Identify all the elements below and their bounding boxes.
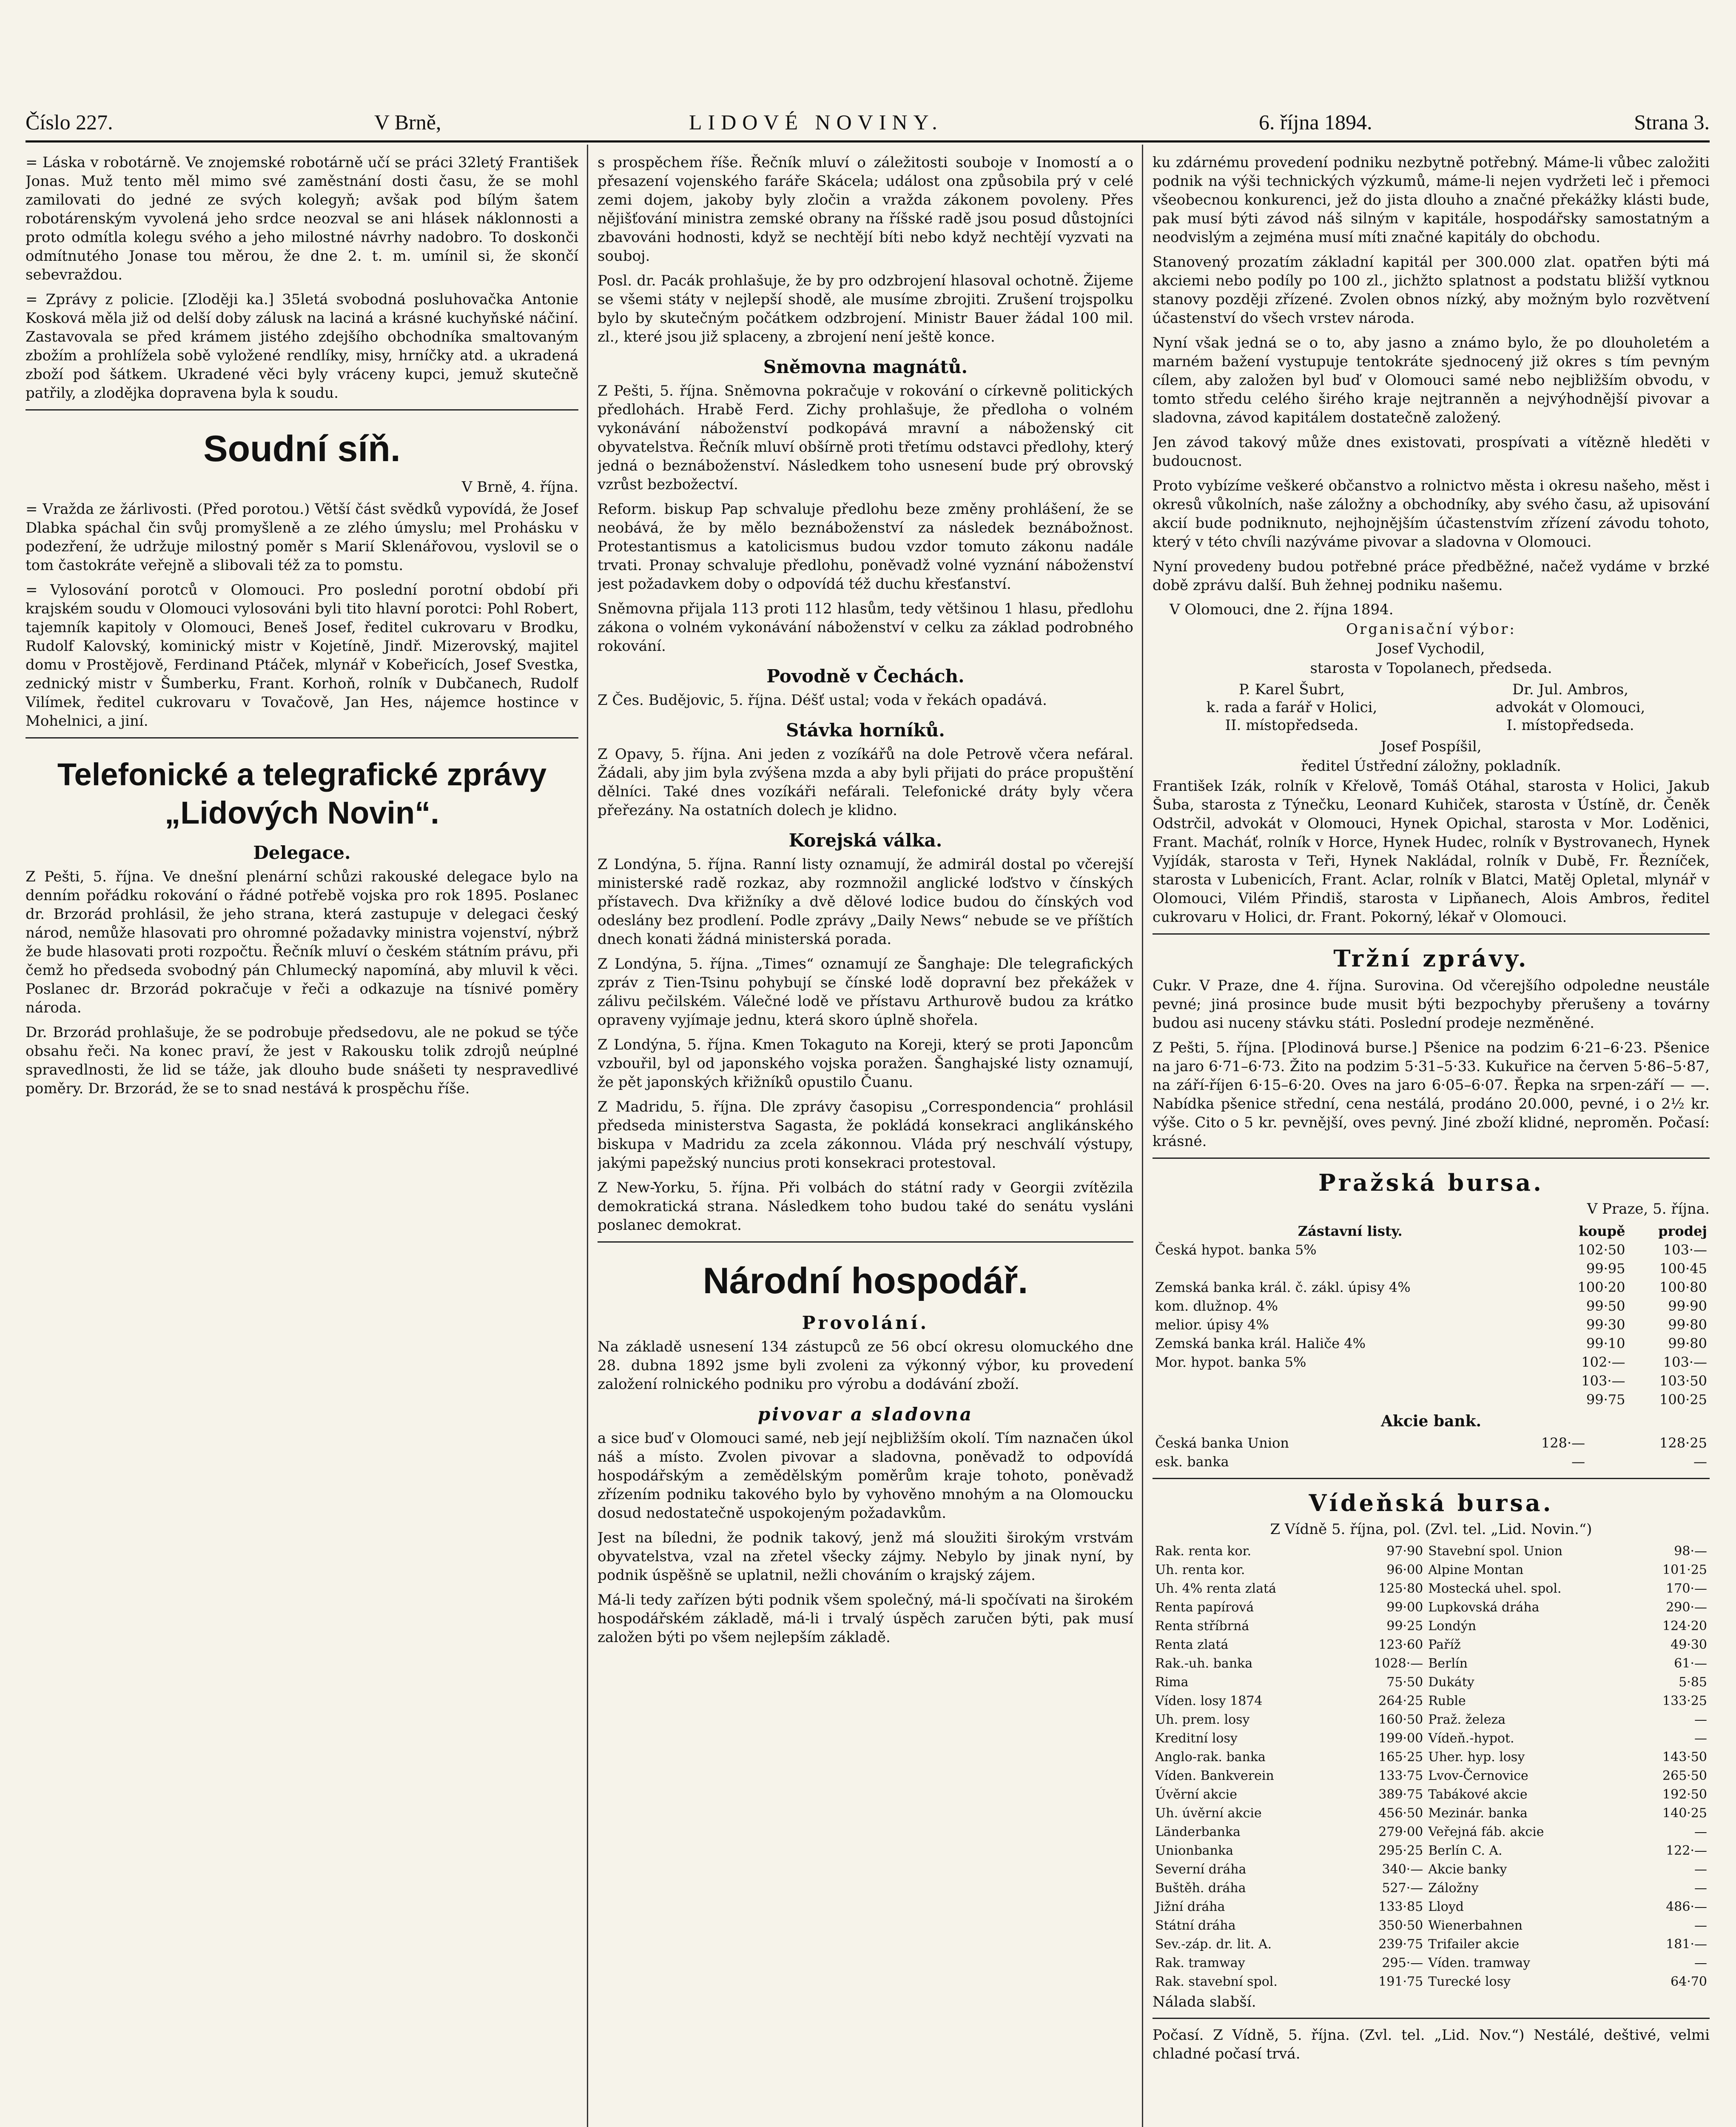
table-cell: 99·25 [1386, 1619, 1423, 1634]
column-header: Zástavní listy. [1298, 1223, 1403, 1239]
table-cell: 99·90 [1668, 1298, 1707, 1314]
table-cell: 125·80 [1378, 1581, 1423, 1596]
table-row [1153, 1973, 1710, 1991]
table-cell: 486·— [1666, 1899, 1707, 1914]
table-cell: — [1694, 1862, 1707, 1877]
table-cell: Ruble [1428, 1694, 1466, 1708]
section-title-prague-bourse: Pražská bursa. [1318, 1169, 1544, 1196]
table-cell: 133·25 [1662, 1694, 1707, 1708]
table-cell: 295·— [1382, 1956, 1423, 1970]
masthead [26, 102, 1710, 143]
table-row [1153, 1935, 1710, 1954]
table-row [1153, 1617, 1710, 1636]
vienna-dateline: Z Vídně 5. října, pol. (Zvl. tel. „Lid. Novin.“) [1270, 1521, 1592, 1538]
signatory-1-role: starosta v Topolanech, předseda. [1310, 660, 1552, 677]
table-cell: 97·90 [1386, 1544, 1423, 1559]
article-duel: s prospěchem říše. Řečník mluví o záležitosti souboje v Inomostí a o přesazení vojenského faráře Skácela; událost ona způsobila prý v celé zemi dojem, jakoby byly zločin a vražda zákonem povoleny. Přes nějišťování ministra zemské obrany na říšské radě jsou posud důstojníci zbavováni hodnosti, když se nechtějí bíti nebo když nechtějí vyzvati na souboj. [598, 154, 1133, 265]
table-cell: Mor. hypot. banka 5% [1155, 1354, 1306, 1370]
signatory-3-title: I. místopředseda. [1506, 717, 1634, 734]
divider [1153, 1478, 1710, 1479]
table-cell: Trifailer akcie [1428, 1937, 1520, 1952]
table-cell: 133·85 [1378, 1899, 1423, 1914]
newspaper-title: LIDOVÉ NOVINY. [689, 110, 943, 134]
article-london-3: Z Londýna, 5. října. Kmen Tokaguto na Koreji, který se proti Japoncům vzbouřil, byl od japonského vojska poražen. Šanghajské listy oznamují, že pět japonských křižníků opustilo Čuanu. [598, 1036, 1133, 1091]
table-cell: Renta zlatá [1155, 1637, 1229, 1652]
table-header-row [1153, 1222, 1710, 1240]
table-cell: 103·— [1663, 1242, 1707, 1258]
table-cell: Rak. tramway [1155, 1956, 1245, 1970]
article-capital-6: Nyní provedeny budou potřebné práce předběžné, načež vydáme v brzké době zprávu další. Buh žehnej podniku našemu. [1153, 558, 1710, 594]
table-cell: 102·50 [1577, 1242, 1625, 1258]
table-cell: 527·— [1382, 1881, 1423, 1896]
article-vote: Sněmovna přijala 113 proti 112 hlasům, tedy většinou 1 hlasu, předlohu zákona o volném vykonávání náboženství v celku za základ podrobného rokování. [598, 600, 1133, 655]
table-cell: Zemská banka král. Haliče 4% [1155, 1335, 1366, 1351]
shares-subhead: Akcie bank. [1380, 1412, 1482, 1430]
table-cell [1153, 1390, 1548, 1409]
table-cell [1153, 1371, 1548, 1390]
table-cell: 99·10 [1586, 1335, 1625, 1351]
table-cell: 100·45 [1659, 1260, 1707, 1277]
table-cell: Lloyd [1428, 1899, 1464, 1914]
article-capital-3: Nyní však jedná se o to, aby jasno a známo bylo, že po dlouholetém a marném bažení vystupuje tentokráte sjednocený již okres s tím pevným cílem, aby založen byl buď v Olomouci samé nebo nejbližším obvodu, v tomto středu celého širého kraje nejtranněn a nejvýhodnější pivovar a sladovna, závod kapitálem dostatečně založený. [1153, 334, 1710, 426]
signatory-4-role: ředitel Ústřední záložny, pokladník. [1301, 758, 1561, 775]
subhead-floods: Povodně v Čechách. [766, 666, 965, 687]
section-title-market: Tržní zprávy. [1333, 945, 1529, 972]
table-cell: 99·95 [1586, 1260, 1625, 1277]
table-cell: Uher. hyp. losy [1428, 1750, 1525, 1765]
table-row [1153, 1804, 1710, 1823]
table-row [1153, 1785, 1710, 1804]
newspaper-page [26, 17, 1710, 2127]
table-cell: Víden. tramway [1428, 1956, 1531, 1970]
table-cell: Uh. renta kor. [1155, 1562, 1245, 1577]
table-row [1153, 1692, 1710, 1711]
table-row [1153, 1916, 1710, 1935]
table-cell: 340·— [1382, 1862, 1423, 1877]
article-strike: Z Opavy, 5. října. Ani jeden z vozíkářů na dole Petrově včera nefáral. Žádali, aby jim byla zvýšena mzda a aby byli přijati do práce propuštění dělníci. Také dnes vozíkáři nefárali. Telefonické dráty byly včera přeřezány. Na ostatních dolech je klidno. [598, 746, 1133, 819]
page-number: Strana 3. [1634, 110, 1710, 134]
signatory-4: Josef Pospíšil, [1380, 738, 1482, 755]
column-divider [1142, 145, 1143, 2127]
table-cell: Tabákové akcie [1428, 1787, 1528, 1802]
section-title-court: Soudní síň. [203, 428, 401, 469]
table-row [1153, 1729, 1710, 1748]
table-cell: Anglo-rak. banka [1155, 1750, 1266, 1765]
table-cell: 128·— [1541, 1435, 1585, 1451]
table-cell: Severní dráha [1155, 1862, 1247, 1877]
subhead-korea: Korejská válka. [788, 830, 942, 851]
table-row [1153, 1452, 1710, 1471]
divider [26, 409, 578, 411]
table-cell: 98·— [1674, 1544, 1707, 1559]
table-row [1153, 1580, 1710, 1598]
table-row [1153, 1240, 1710, 1259]
table-cell: Uh. úvěrní akcie [1155, 1806, 1262, 1821]
place: V Brně, [374, 110, 441, 134]
table-cell: 99·00 [1386, 1600, 1423, 1615]
column-divider [587, 145, 588, 2127]
table-row [1153, 1636, 1710, 1654]
table-cell: Rima [1155, 1675, 1189, 1690]
article-jurors: = Vylosování porotců v Olomouci. Pro poslední porotní období při krajském soudu v Olomouci vylosováni byli tito hlavní porotci: Pohl Robert, tajemník kapitoly v Olomouci, Beneš Josef, ředitel cukrovaru v Brodku, Rudolf Kalovský, kominický mistr v Kojetíně, Jindř. Mizerovský, majitel domu v Prostějově, Ferdinand Ptáček, mlynář v Kobeřicích, Josef Svestka, zednický mistr v Šumberku, Frant. Korhoň, rolník v Dubčanech, Rudolf Vilímek, ředitel cukrovaru v Tovačově, Jan Hes, nájemce hostince v Mohelnici, a jiní. [26, 582, 578, 730]
table-cell: melior. úpisy 4% [1155, 1317, 1269, 1333]
table-cell: Zemská banka král. č. zákl. úpisy 4% [1155, 1279, 1411, 1295]
table-cell: Unionbanka [1155, 1843, 1234, 1858]
article-capital-5: Proto vybízíme veškeré občanstvo a rolnictvo města i okresu našeho, měst i okresů vůkolních, naše záložny a obchodníky, aby svého času, až upisování akcií bude podniknuto, nejhojnějším účastenstvím zřízení závodu tohoto, který v této chvíli nazýváme pivovar a sladovna v Olomouci. [1153, 477, 1710, 550]
article-delegation-cont: Dr. Brzorád prohlašuje, že se podrobuje předsedovu, ale ne pokud se týče obsahu řeči. Na konec praví, že jest v Rakousku tolik zdrojů neúplné spravedlnosti, že lid se táže, jak dlouho bude snášeti ty nespravedlivé poměry. Dr. Brzorád, že se to snad nestává k prospěchu říše. [26, 1024, 578, 1097]
table-cell: — [1694, 1956, 1707, 1970]
article-madrid: Z Madridu, 5. října. Dle zprávy časopisu „Correspondencia“ prohlásil předseda ministerstva Sagasta, že pokládá konsekraci anglikánského biskupa v Madridu za zcela zákonnou. Vláda prý neschválí výstupy, jakými papežský nuncius proti konsekraci protestoval. [598, 1098, 1133, 1172]
table-row [1153, 1879, 1710, 1898]
table-cell: 101·25 [1662, 1562, 1707, 1577]
table-row [1153, 1334, 1710, 1353]
table-cell: Sev.-záp. dr. lit. A. [1155, 1937, 1272, 1952]
table-row [1153, 1954, 1710, 1973]
table-row [1153, 1711, 1710, 1729]
divider [598, 1241, 1133, 1243]
article-capital-2: Stanovený prozatím základní kapitál per 300.000 zlat. opatřen býti má akciemi nebo podíly po 100 zl., jichžto splatnost a podstatu bližší vytknou stanovy později zřízené. Zvolen obnos nízký, aby možným bylo rozvětvení účastenství do všech vrstev národa. [1153, 254, 1710, 327]
table-row [1153, 1842, 1710, 1860]
section-title-economy: Národní hospodář. [703, 1260, 1028, 1301]
table-cell: esk. banka [1155, 1454, 1229, 1470]
divider [26, 737, 578, 738]
table-cell: Lvov-Černovice [1428, 1768, 1528, 1783]
table-cell: — [1694, 1881, 1707, 1896]
article-floods: Z Čes. Budějovic, 5. října. Déšť ustal; voda v řekách opadává. [598, 692, 1047, 709]
table-cell: 99·50 [1586, 1298, 1625, 1314]
table-cell: Veřejná fáb. akcie [1428, 1825, 1544, 1839]
subhead-brewery: pivovar a sladovna [757, 1404, 973, 1425]
table-cell: 279·00 [1378, 1825, 1423, 1839]
sign-date: V Olomouci, dne 2. října 1894. [1170, 601, 1394, 618]
signatory-2-role: k. rada a farář v Holici, [1206, 699, 1377, 716]
table-cell: Berlín [1428, 1656, 1468, 1671]
table-cell: Vídeň.-hypot. [1428, 1731, 1514, 1746]
table-cell: 191·75 [1378, 1974, 1423, 1989]
table-cell: Buštěh. dráha [1155, 1881, 1246, 1896]
table-cell: 103·50 [1659, 1373, 1707, 1389]
table-row [1153, 1748, 1710, 1767]
table-cell: 103·— [1663, 1354, 1707, 1370]
section-title-telegraph: Telefonické a telegrafické zprávy „Lidových Novin“. [57, 757, 547, 830]
signatory-3-role: advokát v Olomouci, [1495, 699, 1645, 716]
table-row [1153, 1371, 1710, 1390]
table-cell: — [1694, 1825, 1707, 1839]
table-cell: 102·— [1581, 1354, 1625, 1370]
subhead-strike: Stávka horníků. [786, 720, 945, 741]
table-cell: 100·20 [1577, 1279, 1625, 1295]
table-row [1153, 1315, 1710, 1334]
organizing-committee: Organisační výbor: [1346, 621, 1516, 638]
table-cell: Renta stříbrná [1155, 1619, 1249, 1634]
table-cell: 64·70 [1671, 1974, 1707, 1989]
weather-report: Počasí. Z Vídně, 5. října. (Zvl. tel. „Lid. Nov.“) Nestálé, deštivé, velmi chladné počasí trvá. [1153, 2027, 1710, 2062]
issue-date: 6. října 1894. [1259, 110, 1372, 134]
table-cell: 456·50 [1378, 1806, 1423, 1821]
table-row [1153, 1823, 1710, 1842]
table-cell: — [1694, 1712, 1707, 1727]
court-dateline: V Brně, 4. října. [461, 479, 578, 496]
article-london-2: Z Londýna, 5. října. „Times“ oznamují ze Šanghaje: Dle telegrafických zpráv z Tien-Tsinu pohybují se čínské lodě dopravní bez překážek v zálivu pečilském. Válečné lodě ve přístavu Arthurově budou za krátko opraveny vyjímaje jednu, která skoro úplně shořela. [598, 955, 1133, 1029]
table-cell: 122·— [1666, 1843, 1707, 1858]
article-brewery-2: Jest na bíledni, že podnik takový, jenž má sloužiti širokým vrstvám obyvatelstva, vzal na zřetel všecky zájmy. Nebylo by jinak nyní, by podnik úspěšně se uplatnil, nežli chováním o krajský zájem. [598, 1529, 1133, 1584]
table-cell: 123·60 [1378, 1637, 1423, 1652]
table-cell: — [1693, 1454, 1707, 1470]
table-cell: 264·25 [1378, 1694, 1423, 1708]
subhead-delegation: Delegace. [253, 842, 351, 863]
article-magnates: Z Pešti, 5. října. Sněmovna pokračuje v rokování o církevně politických předlohách. Hrabě Ferd. Zichy prohlašuje, že předloha o volném vykonávání náboženství podkopává mravní a náboženský cit obyvatelstva. Řečník mluví obšírně proti třetímu odstavci předlohy, který jedná o beznáboženství. Následkem toho usnesení bude prý obrovský vzrůst bezbožectví. [598, 382, 1133, 493]
article-pacak: Posl. dr. Pacák prohlašuje, že by pro odzbrojení hlasoval ochotně. Žijeme se všemi státy v nejlepší shodě, ale musíme zbrojiti. Zrušení trojspolku bylo by skutečným počátkem odzbrojení. Ministr Bauer žádal 100 mil. zl., které jsou již splaceny, a zbrojení není ještě konce. [598, 272, 1133, 345]
article-capital: ku zdárnému provedení podniku nezbytně potřebný. Máme-li vůbec založiti podnik na výši technických výzkumů, máme-li nejen vydržeti leč i přemoci všeobecnou konkurenci, jež do jista dlouho a značné překážky klásti bude, pak musí býti závod náš silným v kapitále, hospodářsky samostatným a neodvislým a zejména musí míti značné kapitály do obchodu. [1153, 154, 1710, 246]
article-capital-4: Jen závod takový může dnes existovati, prospívati a vítězně hleděti v budoucnost. [1153, 434, 1710, 470]
table-cell: Dukáty [1428, 1675, 1474, 1690]
table-cell: Mezinár. banka [1428, 1806, 1528, 1821]
table-cell: Uh. prem. losy [1155, 1712, 1250, 1727]
table-cell: Víden. Bankverein [1155, 1768, 1274, 1783]
table-cell: Londýn [1428, 1619, 1477, 1634]
table-cell: Rak. stavební spol. [1155, 1974, 1278, 1989]
article-newyork: Z New-Yorku, 5. října. Při volbách do státní rady v Georgii zvítězila demokratická strana. Následkem toho budou také do senátu vysláni poslanec demokrat. [598, 1179, 1133, 1234]
table-row [1153, 1542, 1710, 1561]
article-pest-market: Z Pešti, 5. října. [Plodinová burse.] Pšenice na podzim 6·21–6·23. Pšenice na jaro 6·71–6·73. Žito na podzim 5·31–5·33. Kukuřice na červen 5·86–5·87, na září-říjen 6·15–6·20. Oves na jaro 6·05–6·07. Řepka na srpen-září — —. Nabídka pšenice střední, cena nestálá, prodáno 20.000, pevné, i o 2½ kr. výše. Cito o 5 kr. pevnější, oves pevný. Jiné zboží klidné, neproměn. Počasí: krásné. [1153, 1039, 1710, 1150]
table-cell: Víden. losy 1874 [1155, 1694, 1263, 1708]
prague-dateline: V Praze, 5. října. [1587, 1200, 1710, 1217]
article-pap: Reform. biskup Pap schvaluje předlohu beze změny prohlášení, že se neobává, že by mělo beznáboženství za následek beznábožnost. Protestantismus a katolicismus budou vzdor tomuto zákonu nadále trvati. Pronay schvaluje předlohu, poněvadž volné vyznání náboženství jest požadavkem doby o odpovídá též duchu křesťanství. [598, 501, 1133, 593]
table-cell: Turecké losy [1428, 1974, 1511, 1989]
column-1 [26, 153, 578, 2127]
table-cell: 143·50 [1662, 1750, 1707, 1765]
signatory-2-title: II. místopředseda. [1225, 717, 1359, 734]
table-row [1153, 1259, 1710, 1278]
table-row [1153, 1278, 1710, 1297]
article-proclamation: Na základě usnesení 134 zástupců ze 56 obcí okresu olomuckého dne 28. dubna 1892 jsme byli zvoleni za výkonný výbor, ku provedení založení rolnického podniku pro výrobu a dodávání zboží. [598, 1338, 1133, 1393]
market-mood: Nálada slabší. [1153, 1993, 1256, 2010]
article-love: = Láska v robotárně. Ve znojemské robotárně učí se práci 32letý František Jonas. Muž tento měl mimo své zaměstnání dosti času, že se mohl zamilovati do jedné ze svých kolegyň; avšak pod bílým šatem robotárenským vyvolená jeho srdce neozval se ani hlásek náklonnosti a proto odmítla kolegu svého a jeho milostné návrhy nadobro. To doskonči odmítnutého Jonase tou měrou, že dne 2. t. m. umínil si, že skončí sebevraždou. [26, 154, 578, 283]
table-cell: Uh. 4% renta zlatá [1155, 1581, 1276, 1596]
column-header: koupě [1578, 1223, 1625, 1239]
table-cell: Renta papírová [1155, 1600, 1254, 1615]
table-cell: 99·30 [1586, 1317, 1625, 1333]
table-cell: Länderbanka [1155, 1825, 1241, 1839]
table-cell: 100·25 [1659, 1391, 1707, 1408]
signatory-3 [1431, 681, 1710, 734]
table-cell: 96·00 [1386, 1562, 1423, 1577]
table-row [1153, 1434, 1710, 1452]
column-2 [598, 153, 1133, 2127]
table-row [1153, 1860, 1710, 1879]
table-cell: 1028·— [1374, 1656, 1423, 1671]
table-cell: Kreditní losy [1155, 1731, 1238, 1746]
table-cell: Rak. renta kor. [1155, 1544, 1252, 1559]
table-cell: Mostecká uhel. spol. [1428, 1581, 1562, 1596]
signatory-1: Josef Vychodil, [1377, 640, 1485, 657]
signatory-2 [1153, 681, 1431, 734]
table-cell: Akcie banky [1428, 1862, 1507, 1877]
table-cell: 5·85 [1679, 1675, 1707, 1690]
table-row [1153, 1898, 1710, 1916]
table-cell: Lupkovská dráha [1428, 1600, 1540, 1615]
table-cell: 165·25 [1378, 1750, 1423, 1765]
vienna-bourse-table [1153, 1542, 1710, 1991]
table-row [1153, 1561, 1710, 1580]
table-cell: 49·30 [1671, 1637, 1707, 1652]
divider [1153, 1158, 1710, 1159]
table-cell: Stavební spol. Union [1428, 1544, 1563, 1559]
article-sugar: Cukr. V Praze, dne 4. října. Surovina. Od včerejšího odpoledne neustále pevné; jiná prosince bude musit býti bezpochyby přerušeny a továrny budou asi nuceny stávku státi. Poslední prodeje nezměněné. [1153, 977, 1710, 1032]
table-cell: kom. dlužnop. 4% [1155, 1298, 1278, 1314]
table-row [1153, 1767, 1710, 1785]
signatory-2-name: P. Karel Šubrt, [1238, 681, 1345, 698]
table-cell: 295·25 [1378, 1843, 1423, 1858]
table-cell: 192·50 [1662, 1787, 1707, 1802]
table-cell: Záložny [1428, 1881, 1479, 1896]
divider [1153, 933, 1710, 935]
table-cell: 389·75 [1378, 1787, 1423, 1802]
table-cell: 140·25 [1662, 1806, 1707, 1821]
table-cell: 170·— [1666, 1581, 1707, 1596]
bank-shares-table [1153, 1434, 1710, 1471]
table-cell: Alpine Montan [1428, 1562, 1524, 1577]
table-cell: 100·80 [1659, 1279, 1707, 1295]
subhead-magnates: Sněmovna magnátů. [763, 356, 968, 377]
table-cell: 239·75 [1378, 1937, 1423, 1952]
column-header: prodej [1658, 1223, 1707, 1239]
table-row [1153, 1353, 1710, 1371]
table-cell: 103·— [1581, 1373, 1625, 1389]
table-cell: — [1694, 1918, 1707, 1933]
table-cell: Rak.-uh. banka [1155, 1656, 1253, 1671]
table-row [1153, 1654, 1710, 1673]
table-cell: 133·75 [1378, 1768, 1423, 1783]
article-brewery-3: Má-li tedy zařízen býti podnik všem společný, má-li spočívati na širokém hospodářském základě, má-li i trvalý úspěch zaručen býti, pak musí založen býti po všem nejlepším základě. [598, 1591, 1133, 1646]
signatory-list: František Izák, rolník v Křelově, Tomáš Otáhal, starosta v Holici, Jakub Šuba, starosta z Týnečku, Leonard Kuhiček, starosta v Ústíně, dr. Čeněk Odstrčil, advokát v Olomouci, Hynek Opichal, starosta v Mor. Loděnici, Frant. Macháť, rolník v Horce, Hynek Hudec, rolník v Bystrovanech, Hynek Vyjídák, starosta v Teři, Hynek Nakládal, rolník v Dubě, Fr. Řezníček, starosta v Lubenicích, Frant. Aclar, rolník v Blatci, Matěj Opletal, mlynář v Olomouci, Vilém Přindiš, starosta v Lipňanech, Alois Ambros, ředitel cukrovaru v Holici, dr. Frant. Pokorný, lékař v Olomouci. [1153, 778, 1710, 926]
table-cell: 128·25 [1659, 1435, 1707, 1451]
subhead-proclamation: Provolání. [802, 1312, 929, 1333]
table-cell: 99·80 [1668, 1317, 1707, 1333]
signatories-row [1153, 679, 1710, 736]
table-cell: Wienerbahnen [1428, 1918, 1523, 1933]
table-cell: Úvěrní akcie [1155, 1787, 1237, 1802]
table-row [1153, 1390, 1710, 1409]
prague-bourse-table [1153, 1222, 1710, 1409]
signatory-3-name: Dr. Jul. Ambros, [1512, 681, 1628, 698]
article-delegation: Z Pešti, 5. října. Ve dnešní plenární schůzi rakouské delegace bylo na denním pořádku rokování o řádné potřebě vojska pro rok 1895. Poslanec dr. Brzorád prohlásil, že jeho strana, která zastupuje v delegaci český národ, nemůže hlasovati pro ohromné požadavky ministra vojenství, nýbrž že bude hlasovati proti rozpočtu. Řečník mluví o českém státním právu, při čemž ho předseda svobodný pán Chlumecký napomíná, aby mluvil k věci. Poslanec dr. Brzorád pokračuje v řeči a odkazuje na tísnivé poměry národa. [26, 868, 578, 1016]
table-cell: 99·75 [1586, 1391, 1625, 1408]
table-cell: 99·80 [1668, 1335, 1707, 1351]
table-cell: 350·50 [1378, 1918, 1423, 1933]
table-cell: — [1694, 1731, 1707, 1746]
table-cell: 75·50 [1386, 1675, 1423, 1690]
table-cell: Česká hypot. banka 5% [1155, 1242, 1317, 1258]
table-cell: 61·— [1674, 1656, 1707, 1671]
table-cell: Paříž [1428, 1637, 1461, 1652]
article-brewery: a sice buď v Olomouci samé, neb její nejbližším okolí. Tím naznačen úkol náš a místo. Zvolen pivovar a sladovna, poněvadž to odpovídá hospodářským a zemědělským poměrům kraje tohoto, poněvadž zřízením podniku takového bylo by vyhověno mnohým a na Olomoucku dosud nedostatečně uspokojeným požadavkům. [598, 1430, 1133, 1522]
column-3 [1153, 153, 1710, 2127]
article-london-1: Z Londýna, 5. října. Ranní listy oznamují, že admirál dostal po včerejší ministerské radě rozkaz, aby rozmnožil anglické loďstvo v čínských přístavech. Dva křižníky a dvě dělové lodice budou do čínských vod odeslány bez prodlení. Podle zprávy „Daily News“ nebude se ve příštích dnech konati žádná ministerská porada. [598, 856, 1133, 948]
table-cell: Berlín C. A. [1428, 1843, 1503, 1858]
table-cell: 181·— [1666, 1937, 1707, 1952]
section-title-vienna-bourse: Vídeňská bursa. [1309, 1489, 1554, 1517]
divider [1153, 2018, 1710, 2019]
table-cell: Státní dráha [1155, 1918, 1236, 1933]
table-cell: Jižní dráha [1155, 1899, 1225, 1914]
table-row [1153, 1297, 1710, 1315]
article-murder: = Vražda ze žárlivosti. (Před porotou.) Větší část svědků vypovídá, že Josef Dlabka spáchal čin svůj promyšleně a ze zlého úmyslu; mel Prohásku v podezření, že udržuje milostný poměr s Marií Sklenářovou, vyslovil se o tom častokráte veřejně a slibovali též za to pomstu. [26, 501, 578, 574]
table-cell: 160·50 [1378, 1712, 1423, 1727]
issue-number: Číslo 227. [26, 110, 113, 134]
table-cell: — [1571, 1454, 1585, 1470]
table-cell: 265·50 [1662, 1768, 1707, 1783]
table-cell: 199·00 [1378, 1731, 1423, 1746]
table-cell: Praž. železa [1428, 1712, 1506, 1727]
article-police: = Zprávy z policie. [Zloději ka.] 35letá svobodná posluhovačka Antonie Kosková měla již od delší doby zálusk na laciná a krásné kuchyňské náčiní. Zastavovala se před krámem jistého zdejšího obchodníka smaltovaným zbožím a prohlížela sobě vyložené rendlíky, misy, hrníčky atd. a ukradená zboží pod šátkem. Ukradené věci byly vráceny kupci, jemuž skutečně patřily, a zlodějka dopravena byla k soudu. [26, 291, 578, 402]
table-row [1153, 1673, 1710, 1692]
table-cell: 290·— [1666, 1600, 1707, 1615]
table-row [1153, 1598, 1710, 1617]
table-cell: Česká banka Union [1155, 1435, 1289, 1451]
table-cell [1153, 1259, 1548, 1278]
table-cell: 124·20 [1662, 1619, 1707, 1634]
